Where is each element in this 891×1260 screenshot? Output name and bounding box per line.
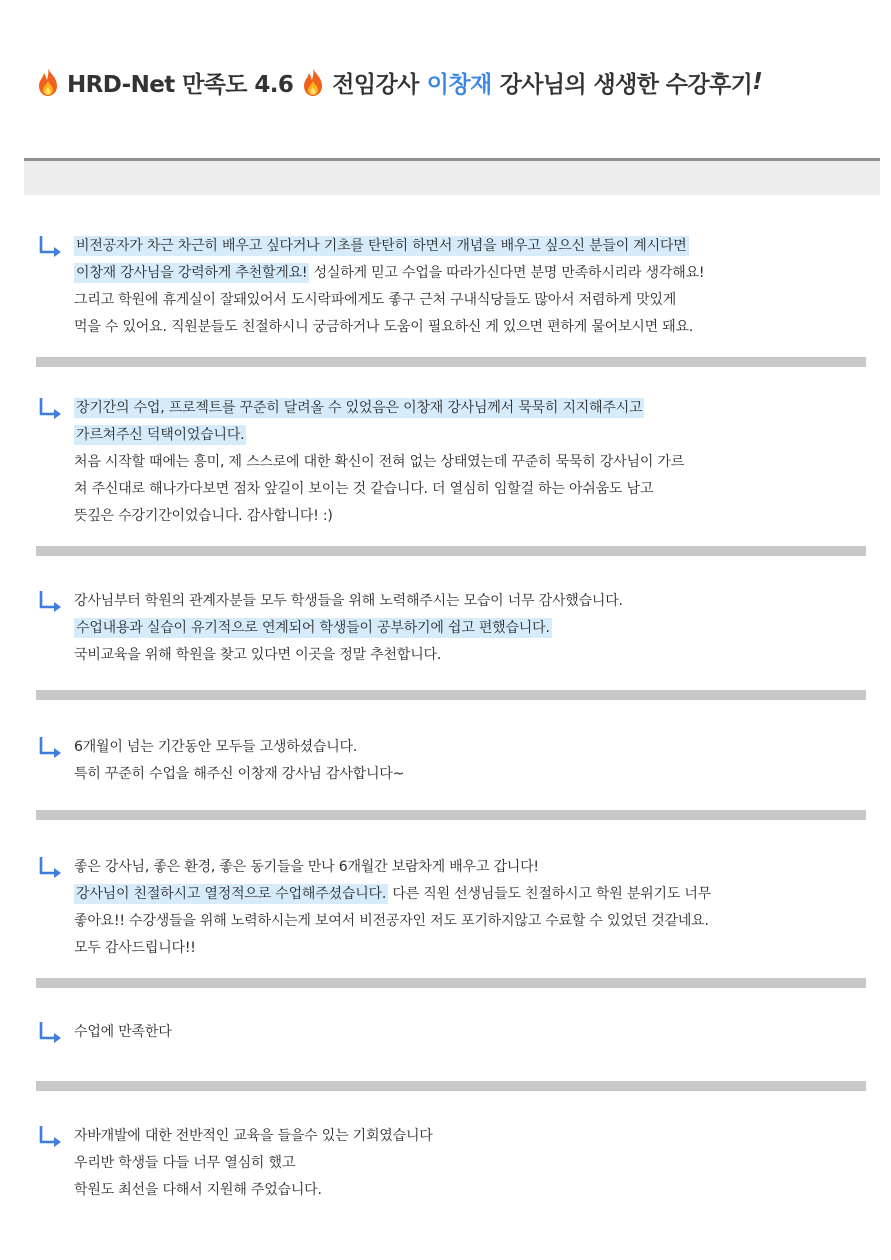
review-line [74, 503, 684, 530]
review-text-segment: 학원도 최선을 다해서 지원해 주었습니다. [74, 1182, 322, 1198]
review-item [38, 395, 868, 530]
highlighted-text: 비전공자가 차근 차근히 배우고 싶다거나 기초를 탄탄히 하면서 개념을 배우고 싶으신 분들이 계시다면 [76, 238, 687, 254]
reply-arrow-icon [38, 235, 64, 261]
review-line [74, 1150, 433, 1177]
instructor-name: 이창재 [426, 71, 492, 98]
review-text [74, 1019, 172, 1046]
review-item [38, 233, 868, 341]
review-line [74, 395, 684, 422]
review-line [74, 908, 711, 935]
highlighted-text: 강사님이 친절하시고 열정적으로 수업해주셨습니다. [76, 886, 387, 902]
review-text-segment: 다른 직원 선생님들도 친절하시고 학원 분위기도 너무 [388, 886, 712, 902]
review-item [38, 1123, 868, 1204]
review-divider [36, 546, 866, 556]
fire-icon [301, 67, 325, 97]
review-line [74, 881, 711, 908]
reply-arrow-icon [38, 1021, 64, 1047]
review-line [74, 422, 684, 449]
review-text-segment: 처음 시작할 때에는 흥미, 제 스스로에 대한 확신이 전혀 없는 상태였는데 꾸준히 묵묵히 강사님이 가르 [74, 454, 685, 470]
highlighted-text: 이창재 강사님을 강력하게 추천할게요! [76, 265, 308, 281]
review-line [74, 476, 684, 503]
reply-arrow-icon [38, 1125, 64, 1151]
page-title [36, 62, 876, 102]
review-line [74, 588, 623, 615]
review-divider [36, 1081, 866, 1091]
review-text [74, 1123, 433, 1204]
review-text-segment: 6개월이 넘는 기간동안 모두들 고생하셨습니다. [74, 739, 358, 755]
review-text [74, 854, 711, 962]
review-text-segment: 모두 감사드립니다!! [74, 940, 196, 956]
reply-arrow-icon [38, 856, 64, 882]
reply-arrow-icon [38, 397, 64, 423]
title-exclaim: ! [752, 69, 763, 95]
review-text-segment: 좋아요!! 수강생들을 위해 노력하시는게 보여서 비전공자인 저도 포기하지않고 수료할 수 있었던 것같네요. [74, 913, 709, 929]
review-line [74, 287, 704, 314]
review-line [74, 449, 684, 476]
review-line [74, 854, 711, 881]
review-text-segment: 좋은 강사님, 좋은 환경, 좋은 동기들을 만나 6개월간 보람차게 배우고 갑니다! [74, 859, 539, 875]
title-rating-text: HRD-Net 만족도 4.6 [67, 71, 294, 98]
review-line [74, 761, 404, 788]
highlighted-text: 수업내용과 실습이 유기적으로 연계되어 학생들이 공부하기에 쉽고 편했습니다. [76, 620, 550, 636]
review-text [74, 734, 404, 788]
review-text-segment: 뜻깊은 수강기간이었습니다. 감사합니다! :) [74, 508, 333, 524]
title-role-text: 전임강사 [332, 71, 419, 98]
review-text [74, 588, 623, 669]
review-text [74, 395, 684, 530]
review-line [74, 314, 704, 341]
review-text-segment: 특히 꾸준히 수업을 해주신 이창재 강사님 감사합니다~ [74, 766, 405, 782]
header-divider-bar [24, 158, 880, 195]
review-text-segment: 자바개발에 대한 전반적인 교육을 들을수 있는 기회였습니다 [74, 1128, 433, 1144]
review-text [74, 233, 704, 341]
review-text-segment: 먹을 수 있어요. 직원분들도 친절하시니 궁금하거나 도움이 필요하신 게 있으면 편하게 물어보시면 돼요. [74, 319, 694, 335]
highlighted-text: 장기간의 수업, 프로젝트를 꾸준히 달려올 수 있었음은 이창재 강사님께서 묵묵히 지지해주시고 [76, 400, 643, 416]
review-text-segment: 쳐 주신대로 해나가다보면 점차 앞길이 보이는 것 같습니다. 더 열심히 임할걸 하는 아쉬움도 남고 [74, 481, 654, 497]
review-line [74, 260, 704, 287]
review-line [74, 935, 711, 962]
highlighted-text: 가르쳐주신 덕택이었습니다. [76, 427, 245, 443]
review-line [74, 642, 623, 669]
fire-icon [36, 67, 60, 97]
review-item [38, 1019, 868, 1046]
review-text-segment: 우리반 학생들 다들 너무 열심히 했고 [74, 1155, 296, 1171]
review-line [74, 233, 704, 260]
review-item [38, 734, 868, 788]
review-divider [36, 810, 866, 820]
review-item [38, 854, 868, 962]
review-line [74, 734, 404, 761]
review-divider [36, 357, 866, 367]
review-line [74, 1123, 433, 1150]
review-item [38, 588, 868, 669]
review-line [74, 615, 623, 642]
reply-arrow-icon [38, 590, 64, 616]
title-review-text: 강사님의 생생한 수강후기 [499, 71, 753, 98]
review-text-segment: 수업에 만족한다 [74, 1024, 172, 1040]
review-text-segment: 그리고 학원에 휴게실이 잘돼있어서 도시락파에게도 좋구 근처 구내식당들도 많아서 저렴하게 맛있게 [74, 292, 677, 308]
review-line [74, 1019, 172, 1046]
reply-arrow-icon [38, 736, 64, 762]
review-line [74, 1177, 433, 1204]
review-text-segment: 강사님부터 학원의 관계자분들 모두 학생들을 위해 노력해주시는 모습이 너무 감사했습니다. [74, 593, 623, 609]
review-divider [36, 690, 866, 700]
review-text-segment: 국비교육을 위해 학원을 찾고 있다면 이곳을 정말 추천합니다. [74, 647, 442, 663]
review-text-segment: 성실하게 믿고 수업을 따라가신다면 분명 만족하시리라 생각해요! [309, 265, 705, 281]
review-divider [36, 978, 866, 988]
